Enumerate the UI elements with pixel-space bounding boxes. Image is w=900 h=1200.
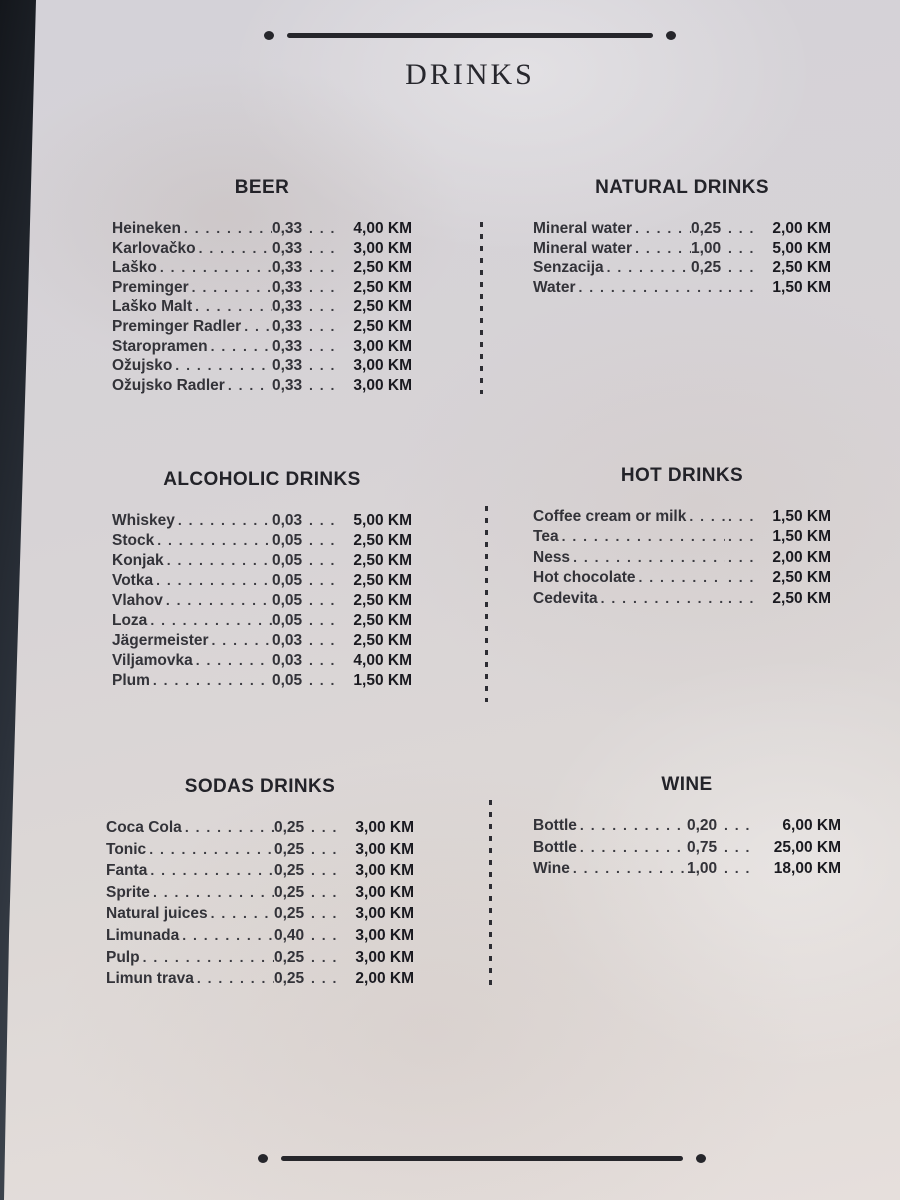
menu-item-row [533,590,831,610]
leader-dots [157,259,272,275]
item-name: Coffee cream or milk [533,508,687,525]
item-name: Hot chocolate [533,569,636,587]
leader-dots [179,927,274,943]
item-name: Ožujsko Radler [112,376,225,394]
leader-dots [306,532,342,548]
item-volume: 0,25 [691,259,722,277]
menu-item-row [106,884,414,906]
leader-dots [725,279,761,295]
column-divider-top [480,222,483,394]
item-name: Tonic [106,840,147,858]
leader-dots [725,528,761,544]
item-list [112,220,412,396]
item-price: 4,00 KM [353,220,412,237]
section-wine [533,773,841,882]
leader-dots [632,240,691,256]
item-name: Whiskey [112,512,175,529]
leader-dots [721,860,757,876]
menu-item-row [533,569,831,589]
leader-dots [604,259,691,275]
item-name: Preminger Radler [112,317,242,335]
leader-dots [182,819,274,835]
item-volume: 0,25 [274,948,305,966]
menu-item-row [533,259,831,279]
section-natural-drinks [533,176,831,298]
menu-item-row [106,862,414,884]
item-name: Laško Malt [112,298,193,316]
menu-item-row [112,259,412,279]
item-volume: 0,25 [274,862,305,880]
leader-dots [686,508,725,524]
menu-item-row [533,279,831,299]
leader-dots [308,970,344,986]
leader-dots [209,632,272,648]
menu-item-row [533,220,831,240]
item-price: 2,00 KM [772,220,831,237]
item-name: Wine [533,860,570,877]
item-name: Natural juices [106,905,208,923]
item-volume: 0,33 [272,317,303,335]
leader-dots [576,279,726,295]
leader-dots [192,298,272,314]
item-name: Bottle [533,817,577,834]
leader-dots [175,512,272,528]
menu-item-row [112,572,412,592]
item-volume: 0,25 [274,970,305,988]
ornament-dot-left [258,1154,268,1163]
leader-dots [172,357,272,373]
leader-dots [570,549,725,565]
item-name: Heineken [112,220,181,237]
menu-item-row [112,552,412,572]
item-volume: 0,33 [272,337,303,355]
leader-dots [721,817,757,833]
ornament-line [287,33,653,38]
leader-dots [196,240,272,256]
menu-item-row [112,357,412,377]
leader-dots [725,220,761,236]
item-volume: 0,33 [272,298,303,316]
item-volume: 0,05 [272,672,303,689]
item-price: 18,00 KM [773,860,841,877]
leader-dots [140,949,274,965]
leader-dots [306,279,342,295]
item-price: 2,50 KM [353,612,412,629]
item-price: 5,00 KM [353,512,412,529]
leader-dots [146,841,274,857]
menu-item-row [112,632,412,652]
item-price: 3,00 KM [355,905,414,923]
menu-item-row [112,652,412,672]
item-price: 2,50 KM [772,259,831,277]
section-hot-drinks [533,464,831,610]
item-name: Karlovačko [112,239,196,257]
item-price: 25,00 KM [773,838,841,856]
leader-dots [306,612,342,628]
leader-dots [181,220,272,236]
item-volume: 1,00 [691,239,722,257]
item-volume: 0,33 [272,376,303,394]
item-name: Limun trava [106,970,194,988]
leader-dots [306,672,342,688]
item-name: Sprite [106,883,150,901]
item-price: 2,50 KM [353,572,412,589]
leader-dots [725,569,761,585]
leader-dots [725,549,761,565]
item-name: Fanta [106,862,148,880]
menu-item-row [112,220,412,240]
leader-dots [308,884,344,900]
item-price: 3,00 KM [353,376,412,394]
leader-dots [306,357,342,373]
leader-dots [189,279,272,295]
leader-dots [306,318,342,334]
item-name: Vlahov [112,592,163,609]
item-price: 3,00 KM [355,948,414,966]
item-list [533,508,831,610]
menu-item-row [533,508,831,528]
item-volume: 0,25 [274,819,305,836]
item-name: Laško [112,259,157,277]
item-price: 2,50 KM [353,278,412,296]
leader-dots [308,819,344,835]
item-volume: 0,25 [274,905,305,923]
section-beer [112,176,412,396]
item-volume: 0,05 [272,532,303,549]
ornament-dot-right [666,31,676,40]
bottom-ornament [258,1154,706,1163]
leader-dots [306,592,342,608]
menu-item-row [112,279,412,299]
item-name: Water [533,278,576,296]
menu-item-row [106,970,414,992]
leader-dots [308,841,344,857]
leader-dots [598,590,725,606]
item-price: 2,50 KM [353,552,412,569]
leader-dots [725,259,761,275]
item-name: Ness [533,548,571,566]
item-name: Votka [112,572,154,589]
menu-item-row [112,532,412,552]
menu-item-row [106,905,414,927]
item-price: 2,50 KM [772,569,831,587]
leader-dots [225,377,272,393]
column-divider-middle [485,506,488,702]
item-volume: 0,33 [272,239,303,257]
item-price: 2,00 KM [355,970,414,988]
item-volume: 0,25 [691,220,722,237]
binder-edge [0,0,40,1200]
item-volume: 0,05 [272,612,303,629]
item-name: Mineral water [533,220,633,237]
leader-dots [306,377,342,393]
item-price: 3,00 KM [355,883,414,901]
item-price: 2,50 KM [353,532,412,549]
leader-dots [308,862,344,878]
leader-dots [208,338,272,354]
leader-dots [308,905,344,921]
leader-dots [577,839,687,855]
menu-item-row [112,377,412,397]
item-volume: 0,05 [272,572,303,589]
section-title: BEER [234,177,290,198]
item-name: Tea [533,528,559,546]
item-price: 4,00 KM [353,652,412,669]
menu-item-row [533,528,831,548]
leader-dots [308,949,344,965]
menu-item-row [533,240,831,260]
item-name: Loza [112,612,148,629]
leader-dots [306,572,342,588]
item-list [106,819,414,992]
leader-dots [725,508,761,524]
item-price: 2,50 KM [353,592,412,609]
item-volume: 0,20 [687,817,718,834]
menu-item-row [112,240,412,260]
item-list [533,220,831,298]
menu-item-row [533,839,841,861]
section-alcoholic-drinks [112,468,412,692]
menu-item-row [112,612,412,632]
item-name: Mineral water [533,239,633,257]
item-volume: 0,03 [272,652,303,669]
leader-dots [306,338,342,354]
item-price: 2,50 KM [353,298,412,316]
item-name: Ožujsko [112,357,173,375]
item-price: 3,00 KM [355,862,414,880]
item-name: Preminger [112,278,189,296]
leader-dots [306,259,342,275]
item-price: 3,00 KM [353,337,412,355]
item-volume: 0,05 [272,592,303,609]
leader-dots [308,927,344,943]
leader-dots [153,572,272,588]
leader-dots [208,905,274,921]
leader-dots [147,862,274,878]
leader-dots [306,552,342,568]
section-title: ALCOHOLIC DRINKS [163,469,361,490]
item-volume: 0,33 [272,259,303,277]
item-volume: 0,05 [272,552,303,569]
item-list [533,817,841,882]
section-title: HOT DRINKS [620,465,744,486]
item-name: Konjak [112,552,164,569]
menu-item-row [533,817,841,839]
leader-dots [721,839,757,855]
menu-item-row [112,338,412,358]
leader-dots [725,590,761,606]
item-price: 3,00 KM [353,357,412,375]
leader-dots [632,220,691,236]
leader-dots [635,569,725,585]
section-title: WINE [661,774,713,795]
item-volume: 1,00 [687,860,718,877]
leader-dots [147,612,272,628]
menu-item-row [106,927,414,949]
ornament-dot-right [696,1154,706,1163]
item-name: Coca Cola [106,819,182,836]
menu-item-row [112,672,412,692]
section-sodas-drinks [106,775,414,992]
item-volume: 0,33 [272,278,303,296]
leader-dots [163,592,272,608]
item-volume: 0,75 [687,838,718,856]
item-volume: 0,03 [272,632,303,649]
menu-item-row [106,841,414,863]
item-price: 2,50 KM [353,632,412,649]
leader-dots [559,528,725,544]
leader-dots [150,672,272,688]
leader-dots [306,652,342,668]
item-price: 1,50 KM [353,672,412,689]
top-ornament [264,31,676,40]
item-price: 6,00 KM [782,817,841,834]
menu-item-row [112,298,412,318]
item-name: Jägermeister [112,632,209,649]
item-price: 5,00 KM [772,239,831,257]
item-name: Staropramen [112,337,208,355]
section-title: NATURAL DRINKS [595,177,769,198]
item-name: Senzacija [533,259,604,277]
item-volume: 0,40 [274,926,305,944]
item-price: 2,50 KM [353,259,412,277]
item-price: 3,00 KM [353,239,412,257]
item-price: 1,50 KM [772,528,831,546]
item-price: 3,00 KM [355,819,414,836]
item-name: Viljamovka [112,652,193,669]
leader-dots [306,220,342,236]
leader-dots [306,298,342,314]
ornament-dot-left [264,31,274,40]
section-title: SODAS DRINKS [184,776,336,797]
leader-dots [306,240,342,256]
leader-dots [306,632,342,648]
item-name: Bottle [533,838,577,856]
leader-dots [194,970,274,986]
item-name: Pulp [106,948,140,966]
leader-dots [577,817,687,833]
item-price: 2,00 KM [772,548,831,566]
item-name: Limunada [106,926,180,944]
leader-dots [725,240,761,256]
item-name: Stock [112,532,155,549]
column-divider-bottom [489,800,492,988]
leader-dots [193,652,272,668]
page-title: DRINKS [405,58,535,91]
menu-item-row [112,318,412,338]
leader-dots [241,318,272,334]
menu-item-row [112,512,412,532]
item-price: 1,50 KM [772,508,831,525]
menu-item-row [533,860,841,882]
item-price: 3,00 KM [355,926,414,944]
item-price: 2,50 KM [772,589,831,607]
leader-dots [306,512,342,528]
item-volume: 0,33 [272,220,303,237]
item-name: Plum [112,672,150,689]
item-volume: 0,03 [272,512,303,529]
menu-item-row [112,592,412,612]
menu-item-row [106,949,414,971]
item-name: Cedevita [533,589,598,607]
item-volume: 0,25 [274,840,305,858]
menu-item-row [106,819,414,841]
menu-item-row [533,549,831,569]
leader-dots [570,860,687,876]
item-volume: 0,25 [274,883,305,901]
leader-dots [150,884,274,900]
item-price: 2,50 KM [353,317,412,335]
ornament-line [281,1156,683,1161]
leader-dots [154,532,272,548]
item-volume: 0,33 [272,357,303,375]
item-price: 3,00 KM [355,840,414,858]
item-price: 1,50 KM [772,278,831,296]
leader-dots [164,552,272,568]
item-list [112,512,412,692]
